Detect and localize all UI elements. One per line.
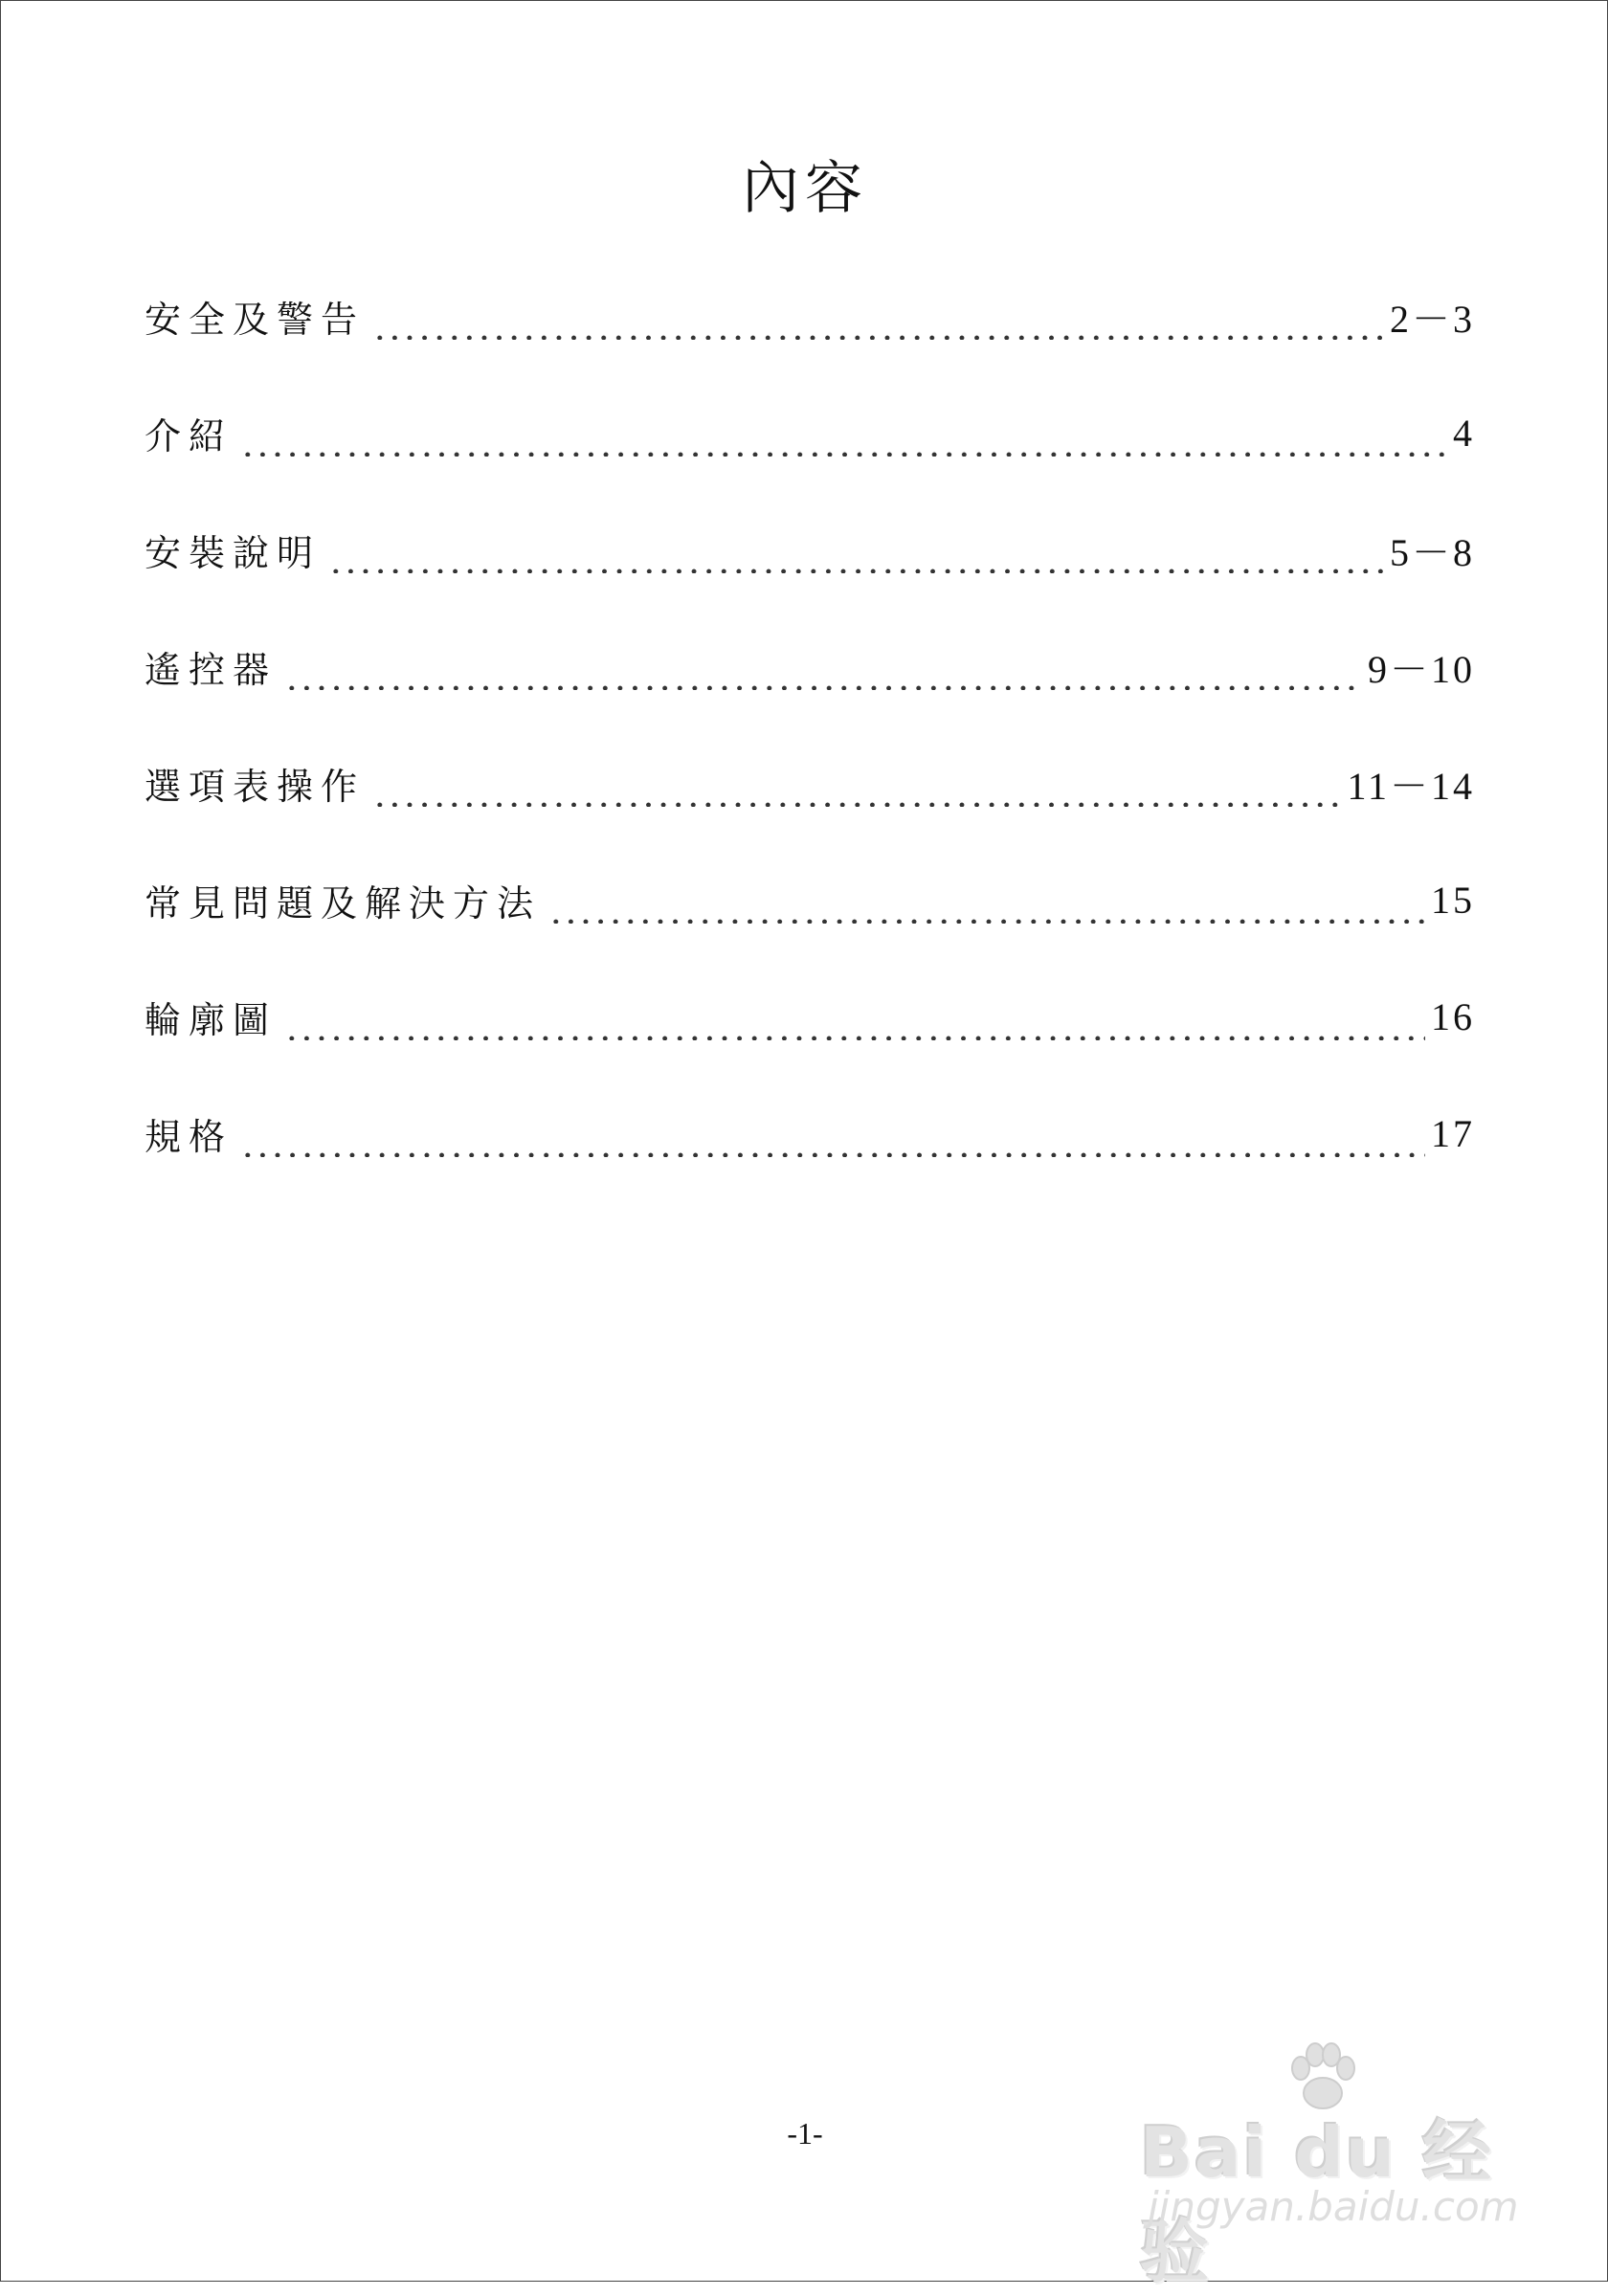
toc-entry-label: 安裝說明 [145, 531, 322, 574]
toc-entry [145, 257, 1475, 374]
toc-entry [145, 958, 1475, 1075]
toc-entry-page: 5－8 [1390, 530, 1475, 574]
toc-dot-leader [284, 1002, 1425, 1040]
toc-entry [145, 1075, 1475, 1192]
toc-entry [145, 374, 1475, 491]
toc-entry-label: 遙控器 [145, 648, 278, 691]
toc-dot-leader [240, 1119, 1425, 1157]
toc-entry [145, 608, 1475, 724]
toc-dot-leader [548, 885, 1425, 924]
toc-entry-page: 11－14 [1347, 764, 1475, 808]
toc-entry-page: 16 [1431, 994, 1475, 1038]
toc-entry [145, 724, 1475, 841]
toc-entry-label: 規格 [145, 1115, 234, 1158]
toc-entry-label: 常見問題及解決方法 [145, 881, 542, 925]
toc-dot-leader [240, 418, 1447, 457]
toc-dot-leader [328, 535, 1384, 573]
page-number: -1- [787, 2116, 823, 2151]
watermark-url: jingyan.baidu.com [1148, 2183, 1519, 2230]
toc-entry-page: 4 [1453, 411, 1475, 455]
toc-dot-leader [372, 769, 1341, 807]
toc-entry [145, 841, 1475, 958]
toc-entry-page: 17 [1431, 1111, 1475, 1155]
table-of-contents [145, 257, 1475, 1192]
baidu-jingyan-watermark [1140, 2040, 1523, 2292]
toc-entry-label: 選項表操作 [145, 765, 366, 808]
toc-entry-label: 安全及警告 [145, 298, 366, 341]
toc-entry-label: 介紹 [145, 414, 234, 457]
toc-dot-leader [284, 652, 1362, 690]
toc-entry-page: 2－3 [1390, 297, 1475, 341]
toc-entry [145, 491, 1475, 608]
toc-entry-page: 9－10 [1368, 647, 1475, 691]
toc-entry-page: 15 [1431, 878, 1475, 922]
page-title: 內容 [742, 155, 868, 222]
toc-dot-leader [372, 301, 1384, 340]
toc-entry-label: 輪廓圖 [145, 998, 278, 1041]
watermark-brand: Bai du 经验 [1140, 2112, 1494, 2292]
